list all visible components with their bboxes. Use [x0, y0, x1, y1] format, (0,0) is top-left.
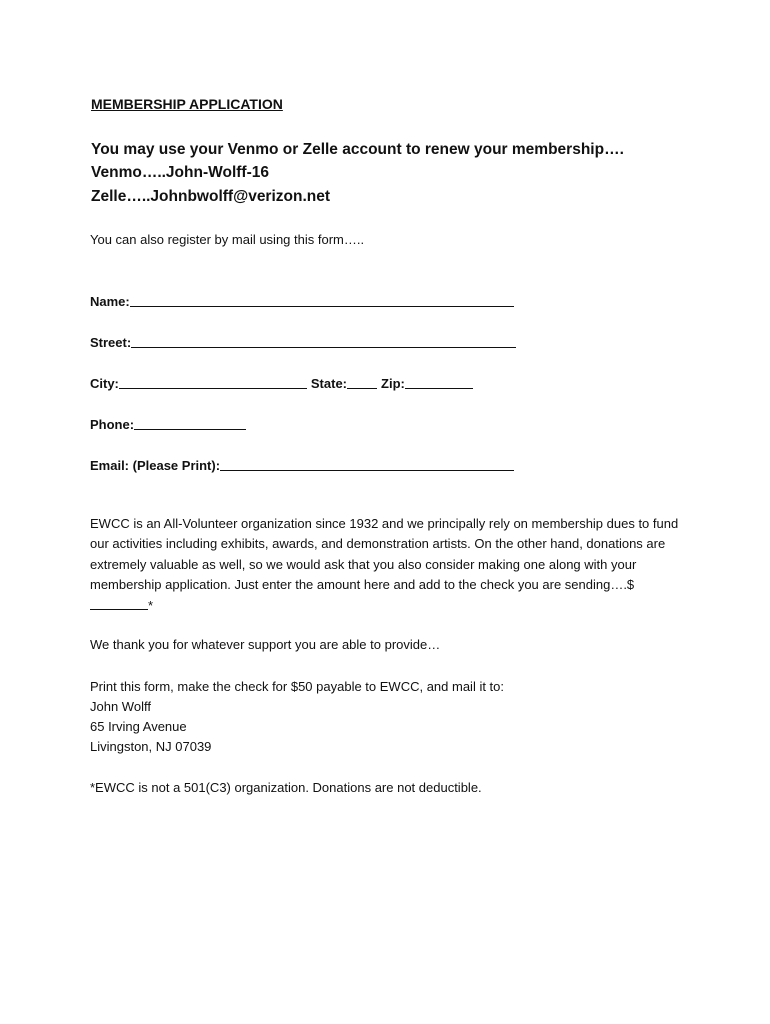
donation-amount-blank[interactable]: [90, 597, 148, 610]
city-label: City:: [90, 376, 119, 391]
thanks-text: We thank you for whatever support you are able to provide…: [90, 637, 441, 652]
email-blank[interactable]: [220, 457, 514, 471]
street-label: Street:: [90, 335, 132, 350]
donation-asterisk: *: [148, 597, 154, 613]
phone-blank[interactable]: [134, 416, 246, 430]
donation-text: EWCC is an All-Volunteer organization since 1932 and we principally rely on membership dues to fund our activities including exhibits, awards, and demonstration artists. On the other hand, donations are extremely valuable as well, so we would ask that you also consider making one along with your membership application. Just enter the amount here and add to the check you are sending….$: [90, 516, 679, 593]
phone-field[interactable]: [90, 416, 246, 432]
phone-label: Phone:: [90, 417, 135, 432]
mailing-city: Livingston, NJ 07039: [90, 739, 212, 754]
state-label: State:: [310, 376, 348, 391]
zip-label: Zip:: [381, 376, 405, 391]
email-label: Email: (Please Print):: [90, 458, 221, 473]
zip-blank[interactable]: [405, 375, 473, 389]
mailing-name: John Wolff: [90, 699, 151, 714]
mail-note: You can also register by mail using this form…..: [90, 232, 365, 247]
donation-paragraph: [90, 514, 680, 616]
email-field[interactable]: [90, 457, 514, 473]
footnote: *EWCC is not a 501(C3) organization. Donations are not deductible.: [90, 780, 482, 795]
name-field[interactable]: [90, 293, 514, 309]
page-title: MEMBERSHIP APPLICATION: [91, 96, 283, 112]
mailing-street: 65 Irving Avenue: [90, 719, 187, 734]
street-blank[interactable]: [131, 334, 516, 348]
city-state-zip-field[interactable]: [90, 375, 473, 391]
name-label: Name:: [90, 294, 130, 309]
street-field[interactable]: [90, 334, 516, 350]
state-blank[interactable]: [347, 375, 377, 389]
venmo-handle: Venmo…..John-Wolff-16: [91, 164, 269, 181]
zelle-handle: Zelle…..Johnbwolff@verizon.net: [91, 188, 331, 205]
mailing-instruction: Print this form, make the check for $50 payable to EWCC, and mail it to:: [90, 679, 505, 694]
city-blank[interactable]: [119, 375, 307, 389]
payment-intro: You may use your Venmo or Zelle account to renew your membership….: [91, 141, 624, 158]
name-blank[interactable]: [130, 293, 514, 307]
